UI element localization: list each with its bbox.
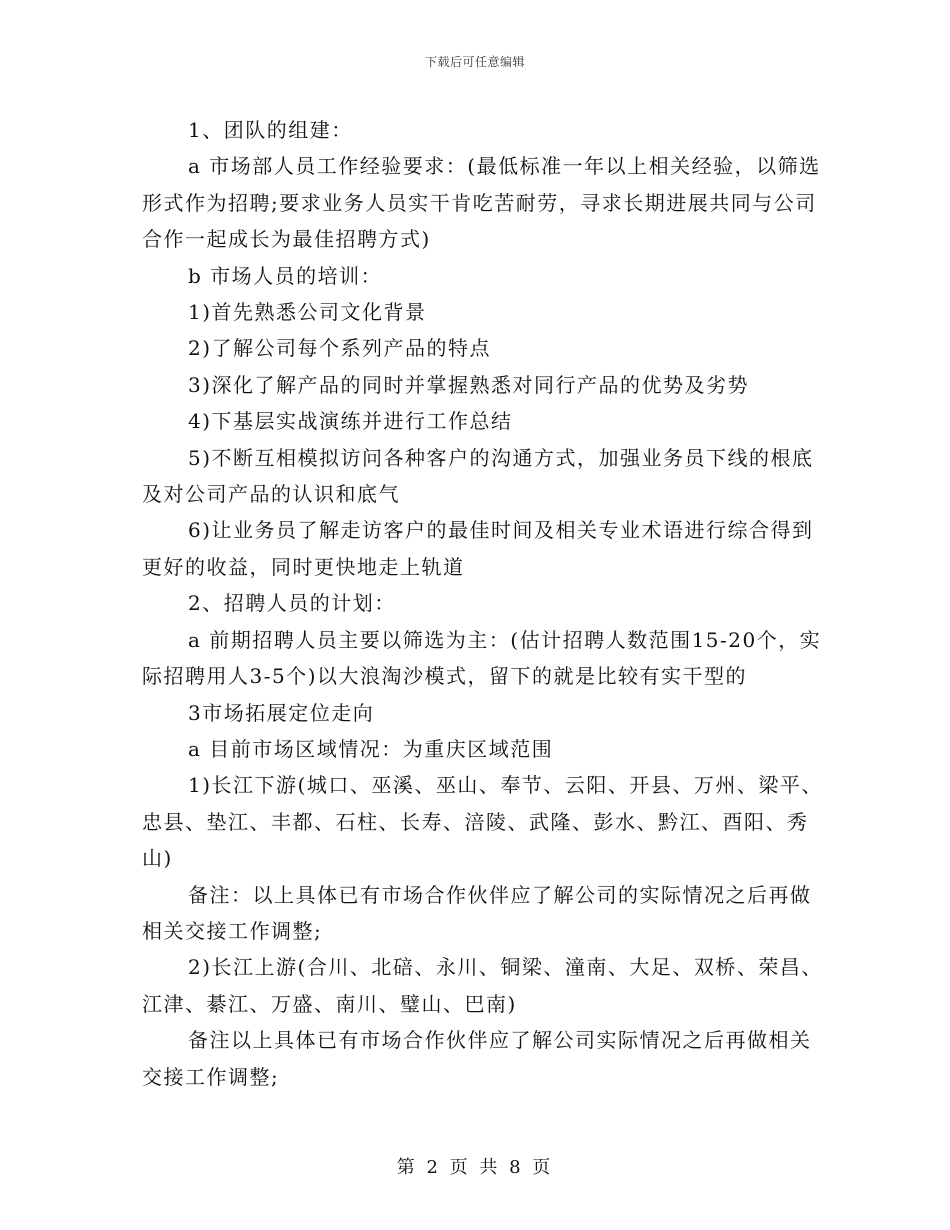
paragraph-note-1: 备注：以上具体已有市场合作伙伴应了解公司的实际情况之后再做相关交接工作调整; — [142, 882, 812, 943]
paragraph-experience-requirements: a 市场部人员工作经验要求：(最低标准一年以上相关经验，以筛选形式作为招聘;要求业务人员实干肯吃苦耐劳，寻求长期进展共同与公司合作一起成长为最佳招聘方式) — [142, 154, 821, 252]
paragraph-note-2: 备注以上具体已有市场合作伙伴应了解公司实际情况之后再做相关交接工作调整; — [142, 1028, 812, 1089]
list-item-training-1: 1)首先熟悉公司文化背景 — [188, 300, 427, 325]
list-item-upper-yangtze: 2)长江上游(合川、北碚、永川、铜梁、潼南、大足、双桥、荣昌、江津、綦江、万盛、南川、璧山、巴南) — [142, 955, 823, 1016]
list-item-training-6: 6)让业务员了解走访客户的最佳时间及相关专业术语进行综合得到更好的收益，同时更快地走上轨道 — [142, 518, 814, 579]
list-item-lower-yangtze: 1)长江下游(城口、巫溪、巫山、奉节、云阳、开县、万州、梁平、忠县、垫江、丰都、石柱、长寿、涪陵、武隆、彭水、黔江、酉阳、秀山) — [142, 773, 823, 871]
section-heading-team: 1、团队的组建： — [188, 118, 353, 142]
list-item-training-4: 4)下基层实战演练并进行工作总结 — [188, 409, 513, 434]
paragraph-training-heading: b 市场人员的培训： — [188, 263, 383, 288]
paragraph-recruitment-screening: a 前期招聘人员主要以筛选为主：(估计招聘人数范围15-20个，实际招聘用人3-5个)以大浪淘沙模式，留下的就是比较有实干型的 — [142, 627, 822, 689]
list-item-training-5: 5)不断互相模拟访问各种客户的沟通方式，加强业务员下线的根底及对公司产品的认识和底气 — [142, 445, 814, 507]
section-heading-recruitment-plan: 2、招聘人员的计划： — [188, 591, 396, 616]
paragraph-market-region: a 目前市场区域情况：为重庆区域范围 — [188, 736, 554, 761]
list-item-training-3: 3)深化了解产品的同时并掌握熟悉对同行产品的优势及劣势 — [188, 372, 750, 397]
page-header: 下载后可任意编辑 — [424, 55, 525, 69]
section-heading-market-expansion: 3市场拓展定位走向 — [188, 700, 375, 725]
list-item-training-2: 2)了解公司每个系列产品的特点 — [188, 336, 492, 361]
page-number: 第 2 页 共 8 页 — [396, 1157, 554, 1178]
document-body — [142, 112, 832, 1095]
